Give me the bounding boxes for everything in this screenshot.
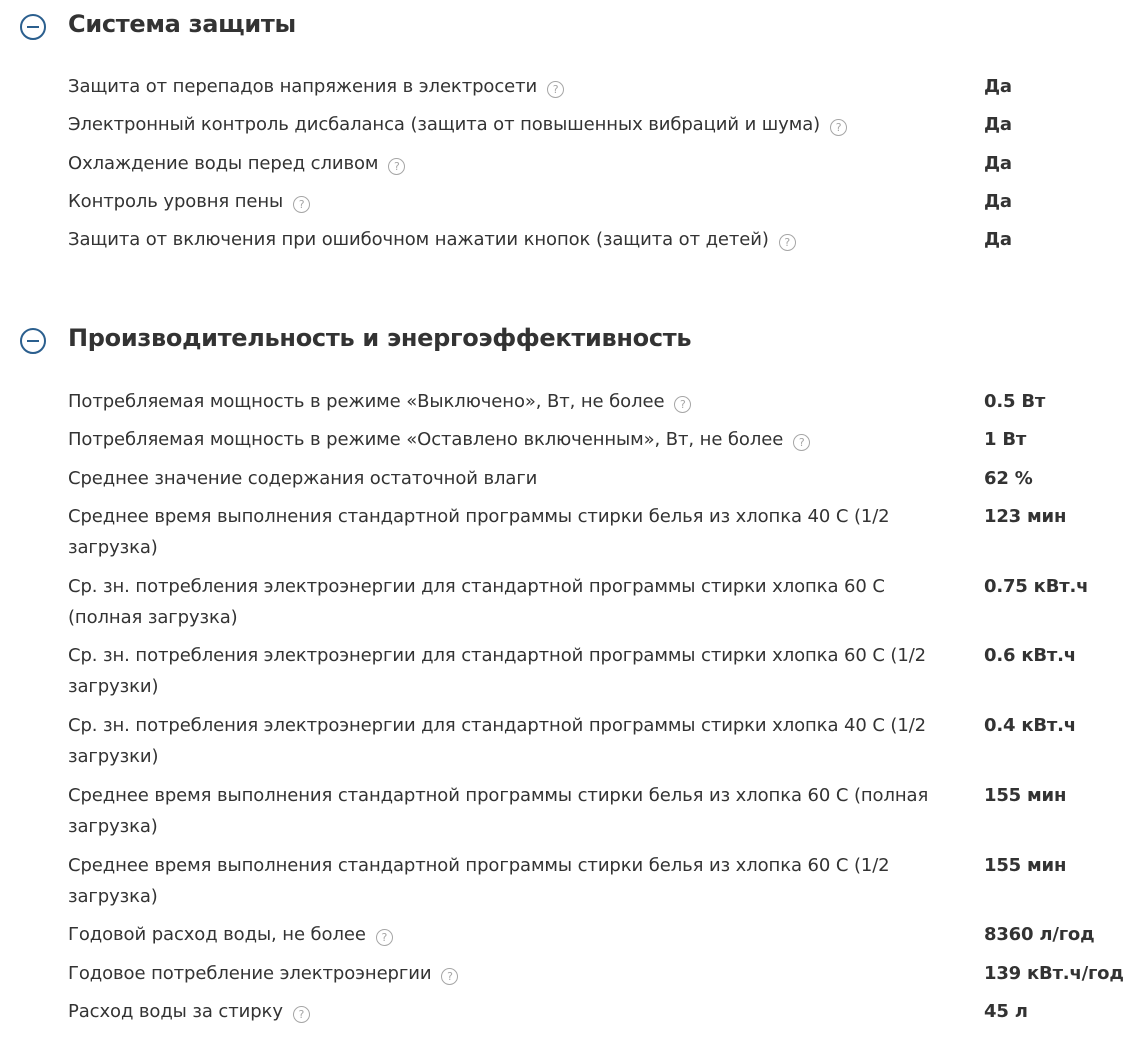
spec-value: Да <box>984 191 1012 212</box>
spec-value: 0.6 кВт.ч <box>984 645 1076 666</box>
help-icon[interactable]: ? <box>779 234 796 251</box>
collapse-minus-icon[interactable] <box>20 328 46 354</box>
spec-value: 0.5 Вт <box>984 391 1046 412</box>
spec-value: Да <box>984 153 1012 174</box>
help-icon[interactable]: ? <box>793 434 810 451</box>
spec-label: Среднее время выполнения стандартной программы стирки белья из хлопка 60 С (1/2 загрузка) <box>68 855 890 907</box>
spec-label: Среднее время выполнения стандартной программы стирки белья из хлопка 40 С (1/2 загрузка) <box>68 506 890 558</box>
spec-label: Среднее значение содержания остаточной влаги <box>68 468 538 489</box>
spec-value: Да <box>984 229 1012 250</box>
spec-label: Ср. зн. потребления электроэнергии для стандартной программы стирки хлопка 40 С (1/2 загрузки) <box>68 715 927 767</box>
spec-label: Защита от включения при ошибочном нажатии кнопок (защита от детей) <box>68 229 769 250</box>
spec-label: Потребляемая мощность в режиме «Оставлено включенным», Вт, не более <box>68 429 784 450</box>
spec-label: Защита от перепадов напряжения в электросети <box>68 76 538 97</box>
help-icon[interactable]: ? <box>547 81 564 98</box>
spec-value: 8360 л/год <box>984 924 1095 945</box>
spec-value: 0.4 кВт.ч <box>984 715 1076 736</box>
spec-label: Годовой расход воды, не более <box>68 924 366 945</box>
spec-value: 155 мин <box>984 855 1067 876</box>
spec-value: 155 мин <box>984 785 1067 806</box>
spec-label: Охлаждение воды перед сливом <box>68 153 379 174</box>
section-protection-system <box>0 10 1137 54</box>
help-icon[interactable]: ? <box>441 968 458 985</box>
spec-label: Среднее время выполнения стандартной программы стирки белья из хлопка 60 С (полная загрузка) <box>68 785 929 837</box>
spec-label: Электронный контроль дисбаланса (защита от повышенных вибраций и шума) <box>68 114 821 135</box>
help-icon[interactable]: ? <box>388 158 405 175</box>
spec-value: 123 мин <box>984 506 1067 527</box>
spec-label: Ср. зн. потребления электроэнергии для стандартной программы стирки хлопка 60 С (1/2 загрузки) <box>68 645 927 697</box>
spec-label: Потребляемая мощность в режиме «Выключено», Вт, не более <box>68 391 665 412</box>
section-title: Производительность и энергоэффективность <box>68 324 692 352</box>
section-header[interactable] <box>0 10 1137 54</box>
spec-value: 1 Вт <box>984 429 1027 450</box>
spec-value: Да <box>984 114 1012 135</box>
spec-value: 0.75 кВт.ч <box>984 576 1089 597</box>
section-performance-energy <box>0 324 1137 368</box>
spec-label: Ср. зн. потребления электроэнергии для стандартной программы стирки хлопка 60 С (полная загрузка) <box>68 576 885 628</box>
spec-label: Годовое потребление электроэнергии <box>68 963 432 984</box>
help-icon[interactable]: ? <box>830 119 847 136</box>
spec-value: 139 кВт.ч/год <box>984 963 1124 984</box>
help-icon[interactable]: ? <box>376 929 393 946</box>
help-icon[interactable]: ? <box>293 196 310 213</box>
spec-label: Расход воды за стирку <box>68 1001 283 1022</box>
help-icon[interactable]: ? <box>293 1006 310 1023</box>
collapse-minus-icon[interactable] <box>20 14 46 40</box>
spec-label: Контроль уровня пены <box>68 191 284 212</box>
spec-value: 62 % <box>984 468 1033 489</box>
section-header[interactable] <box>0 324 1137 368</box>
spec-value: 45 л <box>984 1001 1028 1022</box>
help-icon[interactable]: ? <box>674 396 691 413</box>
section-title: Система защиты <box>68 10 296 38</box>
spec-value: Да <box>984 76 1012 97</box>
